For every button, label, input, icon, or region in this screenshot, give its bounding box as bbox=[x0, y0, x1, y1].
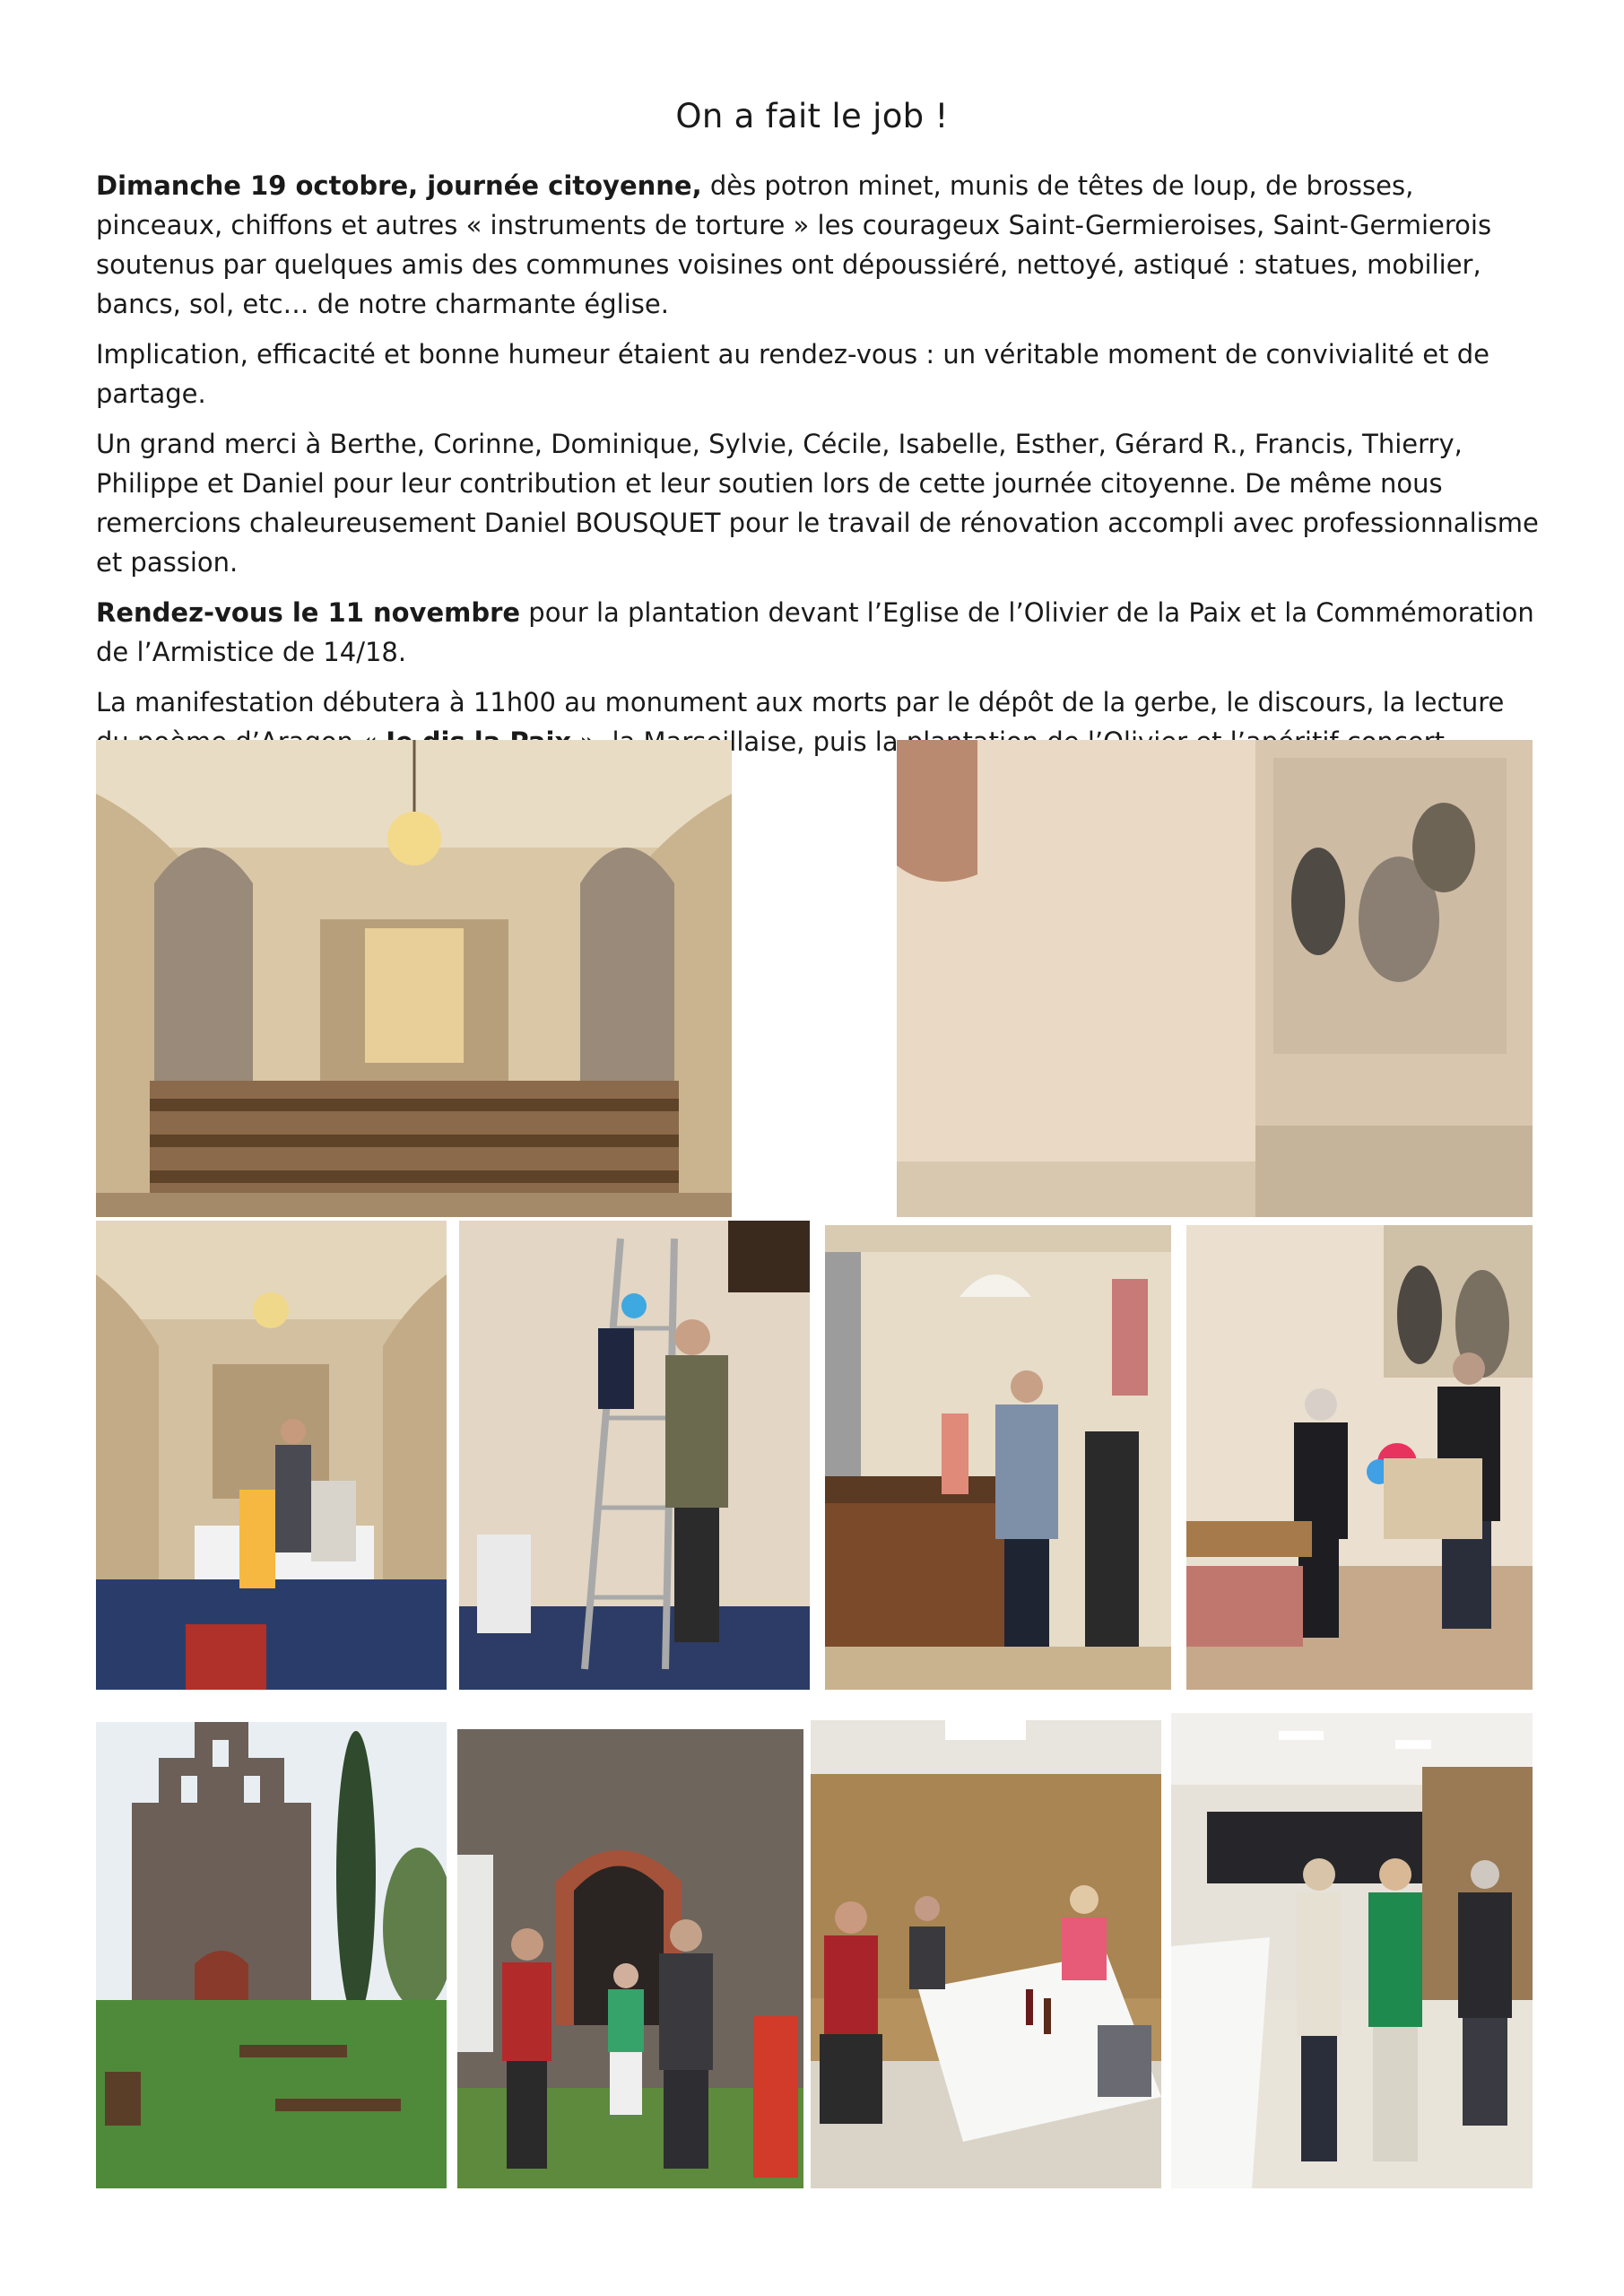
paragraph-intro bbox=[96, 166, 1544, 324]
paragraph-thanks: Un grand merci à Berthe, Corinne, Dominique, Sylvie, Cécile, Isabelle, Esther, Gérard R., Francis, Thierry, Philippe et Daniel pour leur contribution et leur soutien lors de cette journée citoyenne. De même nous remercions chaleureusement Daniel BOUSQUET pour le travail de rénovation accompli avec professionnalisme et passion. bbox=[96, 429, 1539, 578]
church-doorway-photo bbox=[457, 1729, 803, 2188]
fresco-corner-photo bbox=[897, 740, 1533, 1217]
paragraph-implication: Implication, efficacité et bonne humeur étaient au rendez-vous : un véritable moment de convivialité et de partage. bbox=[96, 339, 1489, 409]
paragraph-rendezvous bbox=[96, 593, 1544, 672]
programme-text-before: La manifestation débutera à 11h00 au monument aux morts par le dépôt de la gerbe, le discours, la lecture bbox=[96, 687, 1505, 718]
rendezvous-text: pour la plantation devant l’Eglise de l’Olivier de la Paix et la Commémoration de l’Armistice de 14/18. bbox=[96, 597, 1534, 667]
hall-table-photo bbox=[811, 1720, 1161, 2188]
intro-text: dès potron minet, munis de têtes de loup, de brosses, pinceaux, chiffons et autres « instruments de torture » les courageux Saint-Germieroises, Saint-Germierois soutenus par quelques amis des communes voisines ont dépoussiéré, nettoyé, astiqué : statues, mobilier, bancs, sol, etc… de notre charmante église. bbox=[96, 170, 1492, 319]
church-exterior-photo bbox=[96, 1722, 447, 2188]
ladder-cleaning-photo bbox=[459, 1221, 810, 1690]
church-nave-photo bbox=[96, 740, 732, 1217]
article-body bbox=[96, 166, 1544, 812]
cleaning-nave-photo bbox=[96, 1221, 447, 1690]
hall-standing-photo bbox=[1171, 1713, 1533, 2188]
altar-statues-photo bbox=[825, 1225, 1171, 1690]
dusting-chairs-photo bbox=[1186, 1225, 1533, 1690]
intro-lead: Dimanche 19 octobre, journée citoyenne, bbox=[96, 170, 702, 201]
programme-text-after: puis la bbox=[812, 726, 899, 757]
rendezvous-lead: Rendez-vous le 11 novembre bbox=[96, 597, 521, 628]
page-title: On a fait le job ! bbox=[675, 97, 949, 135]
